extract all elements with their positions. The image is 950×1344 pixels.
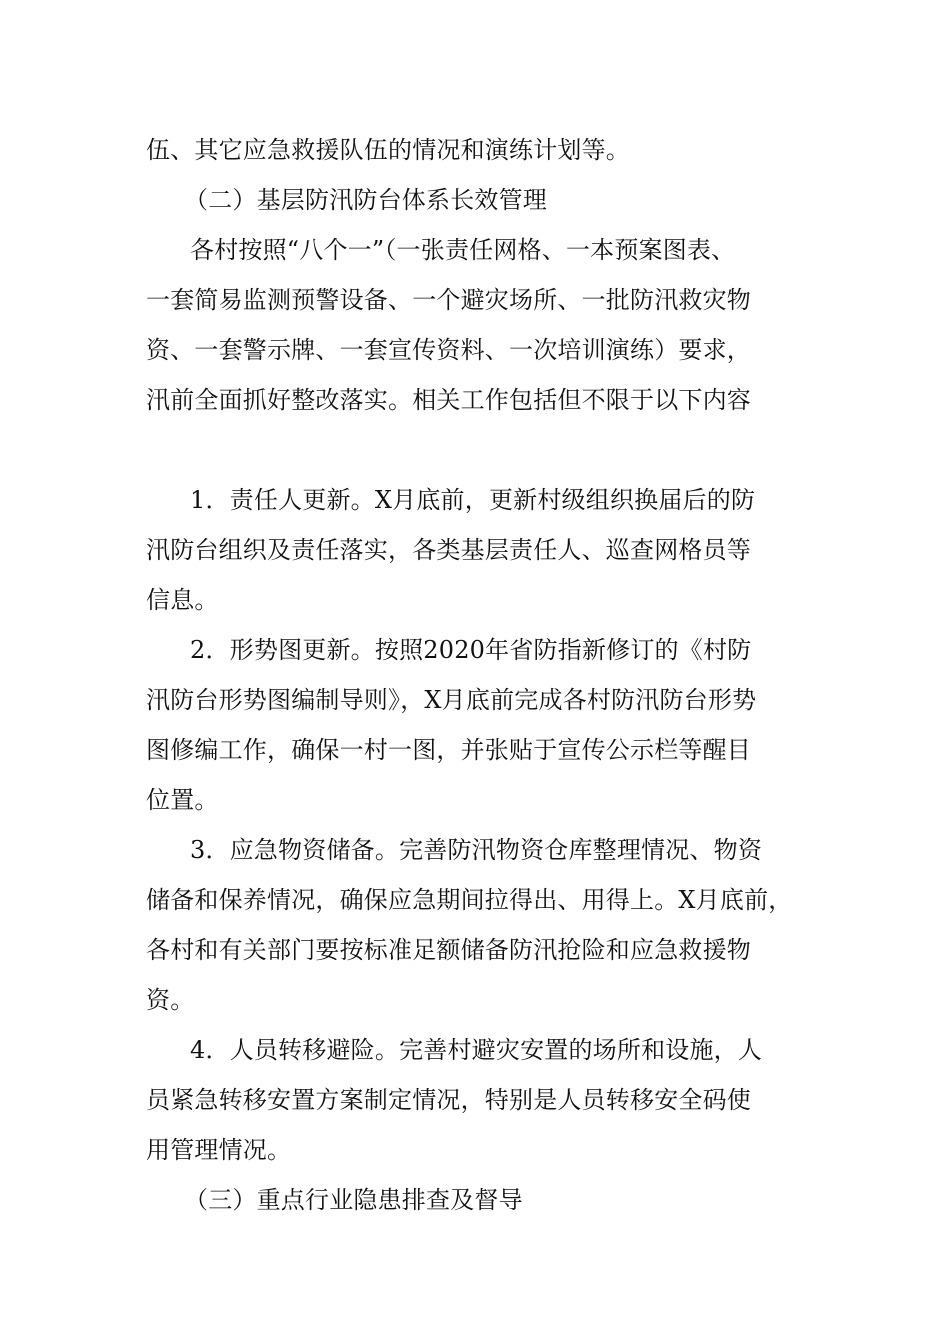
text-line: 一套简易监测预警设备、一个避灾场所、一批防汛救灾物 xyxy=(146,286,751,314)
section-heading: （二）基层防汛防台体系长效管理 xyxy=(184,186,547,214)
text-line: 信息。 xyxy=(146,586,219,614)
text-line: 汛防台形势图编制导则》，X月底前完成各村防汛防台形势 xyxy=(146,686,757,714)
text-line: 位置。 xyxy=(146,786,219,814)
text-line: 员紧急转移安置方案制定情况，特别是人员转移安全码使 xyxy=(146,1086,751,1114)
text-line: 图修编工作，确保一村一图，并张贴于宣传公示栏等醒目 xyxy=(146,736,751,764)
text-line: 伍、其它应急救援队伍的情况和演练计划等。 xyxy=(146,136,630,164)
text-line: 资、一套警示牌、一套宣传资料、一次培训演练）要求， xyxy=(146,336,751,364)
text-line: 资。 xyxy=(146,986,195,1014)
text-line: 汛防台组织及责任落实，各类基层责任人、巡查网格员等 xyxy=(146,536,751,564)
text-line: 汛前全面抓好整改落实。相关工作包括但不限于以下内容 xyxy=(146,386,751,414)
list-item-1: 1．责任人更新。X月底前，更新村级组织换届后的防 xyxy=(190,486,756,514)
text-line: 储备和保养情况，确保应急期间拉得出、用得上。X月底前， xyxy=(146,886,793,914)
text-line: 用管理情况。 xyxy=(146,1136,292,1164)
text-line: 各村按照“八个一”（一张责任网格、一本预案图表、 xyxy=(190,236,736,264)
text-line: 各村和有关部门要按标准足额储备防汛抢险和应急救援物 xyxy=(146,936,751,964)
list-item-2: 2．形势图更新。按照2020年省防指新修订的《村防 xyxy=(190,636,752,664)
section-heading: （三）重点行业隐患排查及督导 xyxy=(184,1186,523,1214)
list-item-3: 3．应急物资储备。完善防汛物资仓库整理情况、物资 xyxy=(190,836,763,864)
list-item-4: 4．人员转移避险。完善村避灾安置的场所和设施，人 xyxy=(190,1036,763,1064)
